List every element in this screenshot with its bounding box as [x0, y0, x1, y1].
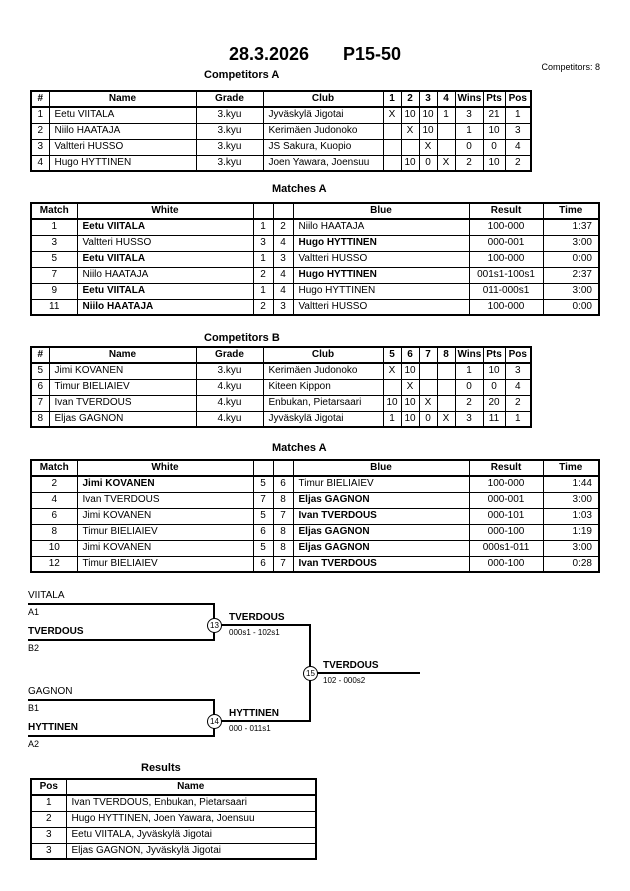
- result-row: [31, 843, 316, 859]
- competitor-club: Kerimäen Judonoko: [263, 123, 383, 139]
- competitor-row: [31, 363, 531, 379]
- competitor-club: Kiteen Kippon: [263, 379, 383, 395]
- competitor-points: 0: [483, 139, 505, 155]
- title-category: P15-50: [343, 44, 402, 64]
- blue-competitor-name: Ivan TVERDOUS: [293, 556, 469, 572]
- competitor-number: 7: [31, 395, 49, 411]
- column-header: Name: [66, 779, 316, 795]
- match-time: 0:28: [543, 556, 599, 572]
- match-time: 0:00: [543, 251, 599, 267]
- result-name: Eetu VIITALA, Jyväskylä Jigotai: [66, 827, 316, 843]
- match-number: 11: [31, 299, 77, 315]
- match-result: 000-001: [469, 235, 543, 251]
- match-row: [31, 476, 599, 492]
- header-row: [31, 203, 599, 219]
- match-mark: 10: [401, 107, 419, 123]
- match-mark: 1: [437, 107, 455, 123]
- competitor-position: 4: [505, 379, 531, 395]
- competitor-name: Timur BIELIAIEV: [49, 379, 196, 395]
- competitor-club: Enbukan, Pietarsaari: [263, 395, 383, 411]
- competitor-position: 1: [505, 411, 531, 427]
- match-time: 1:37: [543, 219, 599, 235]
- bracket-sf1-winner-name: TVERDOUS: [229, 612, 285, 623]
- bracket-sf2-bottom-seed: A2: [28, 739, 40, 749]
- competitor-points: 10: [483, 363, 505, 379]
- blue-competitor-name: Valtteri HUSSO: [293, 251, 469, 267]
- match-time: 1:03: [543, 508, 599, 524]
- column-header: Match: [31, 203, 77, 219]
- match-result: 000-100: [469, 556, 543, 572]
- match-time: 2:37: [543, 267, 599, 283]
- competitors-b-table: [30, 346, 532, 428]
- match-mark: 10: [419, 107, 437, 123]
- bracket-match-14-node: 14: [207, 714, 222, 729]
- competitor-row: [31, 395, 531, 411]
- match-mark: X: [437, 155, 455, 171]
- match-number: 9: [31, 283, 77, 299]
- blue-competitor-number: 7: [273, 508, 293, 524]
- column-header: 3: [419, 91, 437, 107]
- white-competitor-number: 1: [253, 251, 273, 267]
- blue-competitor-number: 3: [273, 251, 293, 267]
- competitor-wins: 2: [455, 155, 483, 171]
- matches-b-heading: Matches A: [272, 442, 327, 454]
- competitor-name: Niilo HAATAJA: [49, 123, 196, 139]
- competitor-club: JS Sakura, Kuopio: [263, 139, 383, 155]
- match-mark: [401, 139, 419, 155]
- blue-competitor-number: 6: [273, 476, 293, 492]
- competitor-number: 5: [31, 363, 49, 379]
- results-table: [30, 778, 317, 860]
- white-competitor-number: 5: [253, 540, 273, 556]
- competitor-grade: 3.kyu: [196, 155, 263, 171]
- match-mark: [437, 139, 455, 155]
- white-competitor-number: 1: [253, 283, 273, 299]
- match-mark: [419, 379, 437, 395]
- match-number: 1: [31, 219, 77, 235]
- white-competitor-name: Niilo HAATAJA: [77, 267, 253, 283]
- blue-competitor-number: 4: [273, 283, 293, 299]
- white-competitor-name: Eetu VIITALA: [77, 283, 253, 299]
- competitor-points: 0: [483, 379, 505, 395]
- blue-competitor-name: Timur BIELIAIEV: [293, 476, 469, 492]
- competitor-club: Jyväskylä Jigotai: [263, 107, 383, 123]
- result-name: Hugo HYTTINEN, Joen Yawara, Joensuu: [66, 811, 316, 827]
- results-table-head: [31, 779, 316, 795]
- header-row: [31, 460, 599, 476]
- competitors-a-heading: Competitors A: [204, 69, 280, 81]
- match-result: 000-001: [469, 492, 543, 508]
- bracket-final-score: 102 - 000s2: [323, 676, 366, 685]
- match-mark: X: [437, 411, 455, 427]
- column-header: Pos: [505, 91, 531, 107]
- competitor-row: [31, 107, 531, 123]
- competitor-row: [31, 155, 531, 171]
- match-mark: 10: [401, 395, 419, 411]
- competitor-name: Eljas GAGNON: [49, 411, 196, 427]
- column-header: 1: [383, 91, 401, 107]
- bracket-sf2-top-name: GAGNON: [28, 686, 73, 697]
- bracket-line: [214, 624, 310, 626]
- column-header: Blue: [293, 203, 469, 219]
- column-header: 6: [401, 347, 419, 363]
- header-row: [31, 91, 531, 107]
- blue-competitor-number: 8: [273, 492, 293, 508]
- competitors-a-table-body: [31, 107, 531, 171]
- bracket-sf1-score: 000s1 - 102s1: [229, 628, 280, 637]
- white-competitor-name: Jimi KOVANEN: [77, 540, 253, 556]
- match-number: 10: [31, 540, 77, 556]
- match-row: [31, 508, 599, 524]
- competitor-wins: 1: [455, 363, 483, 379]
- white-competitor-name: Timur BIELIAIEV: [77, 524, 253, 540]
- competitor-grade: 4.kyu: [196, 379, 263, 395]
- competitor-name: Eetu VIITALA: [49, 107, 196, 123]
- match-mark: X: [383, 107, 401, 123]
- match-mark: X: [383, 363, 401, 379]
- match-time: 3:00: [543, 492, 599, 508]
- bracket-sf1-top-seed: A1: [28, 607, 40, 617]
- match-mark: X: [419, 395, 437, 411]
- blue-competitor-number: 3: [273, 299, 293, 315]
- blue-competitor-number: 8: [273, 524, 293, 540]
- bracket-sf2-bottom-name: HYTTINEN: [28, 722, 78, 733]
- competitor-position: 3: [505, 363, 531, 379]
- column-header: White: [77, 203, 253, 219]
- blue-competitor-name: Eljas GAGNON: [293, 540, 469, 556]
- bracket-sf1-bottom-name: TVERDOUS: [28, 626, 84, 637]
- bracket-line: [214, 720, 310, 722]
- column-header: Name: [49, 347, 196, 363]
- column-header: Grade: [196, 347, 263, 363]
- match-result: 000-100: [469, 524, 543, 540]
- match-mark: 10: [401, 155, 419, 171]
- column-header: 8: [437, 347, 455, 363]
- matches-a-table-body: [31, 219, 599, 315]
- blue-competitor-name: Valtteri HUSSO: [293, 299, 469, 315]
- bracket-line: [28, 735, 215, 737]
- blue-competitor-name: Eljas GAGNON: [293, 524, 469, 540]
- column-header: Pos: [505, 347, 531, 363]
- column-header: Blue: [293, 460, 469, 476]
- matches-a-heading: Matches A: [272, 183, 327, 195]
- matches-b-table: [30, 459, 600, 573]
- bracket-line: [28, 639, 215, 641]
- match-row: [31, 283, 599, 299]
- match-mark: [383, 155, 401, 171]
- competitor-number: 2: [31, 123, 49, 139]
- match-number: 7: [31, 267, 77, 283]
- competitor-row: [31, 123, 531, 139]
- title-date: 28.3.2026: [228, 44, 310, 64]
- white-competitor-number: 5: [253, 476, 273, 492]
- blue-competitor-number: 4: [273, 235, 293, 251]
- column-header: Wins: [455, 347, 483, 363]
- competitor-number: 4: [31, 155, 49, 171]
- column-header: Match: [31, 460, 77, 476]
- competitor-grade: 4.kyu: [196, 411, 263, 427]
- match-mark: 10: [401, 363, 419, 379]
- competitor-number: 8: [31, 411, 49, 427]
- competitor-position: 4: [505, 139, 531, 155]
- competitor-position: 1: [505, 107, 531, 123]
- match-mark: X: [401, 379, 419, 395]
- match-time: 3:00: [543, 235, 599, 251]
- competitor-name: Valtteri HUSSO: [49, 139, 196, 155]
- blue-competitor-number: 4: [273, 267, 293, 283]
- match-row: [31, 267, 599, 283]
- match-time: 1:19: [543, 524, 599, 540]
- match-row: [31, 235, 599, 251]
- match-mark: 0: [419, 155, 437, 171]
- match-number: 12: [31, 556, 77, 572]
- white-competitor-number: 5: [253, 508, 273, 524]
- column-header: 5: [383, 347, 401, 363]
- competitor-grade: 3.kyu: [196, 107, 263, 123]
- match-result: 000s1-011: [469, 540, 543, 556]
- match-mark: 10: [419, 123, 437, 139]
- competitor-position: 2: [505, 155, 531, 171]
- result-position: 3: [31, 827, 66, 843]
- column-header: Time: [543, 460, 599, 476]
- match-result: 000-101: [469, 508, 543, 524]
- bracket-sf2-score: 000 - 011s1: [229, 724, 271, 733]
- result-row: [31, 827, 316, 843]
- competitor-number: 6: [31, 379, 49, 395]
- result-row: [31, 811, 316, 827]
- match-time: 3:00: [543, 283, 599, 299]
- column-header: #: [31, 91, 49, 107]
- blue-competitor-name: Ivan TVERDOUS: [293, 508, 469, 524]
- competitor-position: 2: [505, 395, 531, 411]
- matches-b-table-head: [31, 460, 599, 476]
- blue-competitor-name: Hugo HYTTINEN: [293, 235, 469, 251]
- match-mark: [437, 395, 455, 411]
- match-number: 3: [31, 235, 77, 251]
- blue-competitor-name: Hugo HYTTINEN: [293, 283, 469, 299]
- blue-competitor-number: 7: [273, 556, 293, 572]
- competitor-row: [31, 139, 531, 155]
- white-competitor-number: 1: [253, 219, 273, 235]
- white-competitor-name: Timur BIELIAIEV: [77, 556, 253, 572]
- blue-competitor-name: Eljas GAGNON: [293, 492, 469, 508]
- match-row: [31, 556, 599, 572]
- column-header: Pts: [483, 347, 505, 363]
- match-mark: [383, 379, 401, 395]
- competitor-row: [31, 379, 531, 395]
- match-number: 5: [31, 251, 77, 267]
- bracket-sf1-bottom-seed: B2: [28, 643, 40, 653]
- competitor-points: 20: [483, 395, 505, 411]
- match-number: 2: [31, 476, 77, 492]
- white-competitor-name: Valtteri HUSSO: [77, 235, 253, 251]
- results-heading: Results: [141, 762, 181, 774]
- competitor-wins: 3: [455, 107, 483, 123]
- result-position: 3: [31, 843, 66, 859]
- header-row: [31, 347, 531, 363]
- result-name: Ivan TVERDOUS, Enbukan, Pietarsaari: [66, 795, 316, 811]
- competitor-points: 21: [483, 107, 505, 123]
- column-header: Time: [543, 203, 599, 219]
- result-position: 1: [31, 795, 66, 811]
- matches-a-table: [30, 202, 600, 316]
- competitor-number: 3: [31, 139, 49, 155]
- blue-competitor-number: 2: [273, 219, 293, 235]
- match-result: 011-000s1: [469, 283, 543, 299]
- competitor-wins: 0: [455, 139, 483, 155]
- competitor-club: Jyväskylä Jigotai: [263, 411, 383, 427]
- competitor-club: Joen Yawara, Joensuu: [263, 155, 383, 171]
- column-header: Wins: [455, 91, 483, 107]
- competitor-points: 10: [483, 123, 505, 139]
- white-competitor-number: 6: [253, 556, 273, 572]
- competitor-name: Ivan TVERDOUS: [49, 395, 196, 411]
- matches-b-table-body: [31, 476, 599, 572]
- column-header: Name: [49, 91, 196, 107]
- competitor-name: Jimi KOVANEN: [49, 363, 196, 379]
- column-header: Result: [469, 460, 543, 476]
- match-time: 1:44: [543, 476, 599, 492]
- result-position: 2: [31, 811, 66, 827]
- match-mark: [437, 363, 455, 379]
- match-mark: 10: [401, 411, 419, 427]
- white-competitor-name: Ivan TVERDOUS: [77, 492, 253, 508]
- match-row: [31, 524, 599, 540]
- white-competitor-number: 6: [253, 524, 273, 540]
- competitor-number: 1: [31, 107, 49, 123]
- column-header: 4: [437, 91, 455, 107]
- match-result: 001s1-100s1: [469, 267, 543, 283]
- bracket-match-15-node: 15: [303, 666, 318, 681]
- match-number: 4: [31, 492, 77, 508]
- column-header: [253, 460, 273, 476]
- match-row: [31, 492, 599, 508]
- column-header: 2: [401, 91, 419, 107]
- white-competitor-number: 2: [253, 267, 273, 283]
- column-header: Pos: [31, 779, 66, 795]
- results-table-body: [31, 795, 316, 859]
- competitors-a-table: [30, 90, 532, 172]
- match-time: 3:00: [543, 540, 599, 556]
- competitor-grade: 4.kyu: [196, 395, 263, 411]
- column-header: Club: [263, 91, 383, 107]
- page-title: [0, 44, 630, 65]
- competitor-points: 11: [483, 411, 505, 427]
- competitor-wins: 3: [455, 411, 483, 427]
- column-header: White: [77, 460, 253, 476]
- match-mark: X: [401, 123, 419, 139]
- white-competitor-name: Jimi KOVANEN: [77, 508, 253, 524]
- bracket-line: [28, 699, 215, 701]
- column-header: Grade: [196, 91, 263, 107]
- column-header: Result: [469, 203, 543, 219]
- bracket-match-13-node: 13: [207, 618, 222, 633]
- blue-competitor-name: Hugo HYTTINEN: [293, 267, 469, 283]
- match-mark: 10: [383, 395, 401, 411]
- blue-competitor-name: Niilo HAATAJA: [293, 219, 469, 235]
- match-mark: [437, 379, 455, 395]
- match-result: 100-000: [469, 299, 543, 315]
- match-mark: 1: [383, 411, 401, 427]
- column-header: #: [31, 347, 49, 363]
- match-number: 6: [31, 508, 77, 524]
- match-mark: [437, 123, 455, 139]
- match-number: 8: [31, 524, 77, 540]
- match-mark: [419, 363, 437, 379]
- competitors-count-label: Competitors: 8: [541, 62, 600, 72]
- competitor-row: [31, 411, 531, 427]
- white-competitor-name: Eetu VIITALA: [77, 219, 253, 235]
- competitors-b-table-body: [31, 363, 531, 427]
- competitor-club: Kerimäen Judonoko: [263, 363, 383, 379]
- white-competitor-number: 3: [253, 235, 273, 251]
- match-time: 0:00: [543, 299, 599, 315]
- column-header: [273, 460, 293, 476]
- white-competitor-name: Eetu VIITALA: [77, 251, 253, 267]
- bracket-line: [28, 603, 215, 605]
- white-competitor-name: Jimi KOVANEN: [77, 476, 253, 492]
- column-header: [273, 203, 293, 219]
- competitor-wins: 1: [455, 123, 483, 139]
- match-row: [31, 251, 599, 267]
- competitor-position: 3: [505, 123, 531, 139]
- match-row: [31, 219, 599, 235]
- white-competitor-name: Niilo HAATAJA: [77, 299, 253, 315]
- bracket-sf1-top-name: VIITALA: [28, 590, 65, 601]
- match-mark: 0: [419, 411, 437, 427]
- competitor-grade: 3.kyu: [196, 139, 263, 155]
- white-competitor-number: 2: [253, 299, 273, 315]
- result-name: Eljas GAGNON, Jyväskylä Jigotai: [66, 843, 316, 859]
- competitors-a-table-head: [31, 91, 531, 107]
- competitors-b-table-head: [31, 347, 531, 363]
- competitor-wins: 2: [455, 395, 483, 411]
- bracket-sf2-winner-name: HYTTINEN: [229, 708, 279, 719]
- match-row: [31, 299, 599, 315]
- result-row: [31, 795, 316, 811]
- match-result: 100-000: [469, 219, 543, 235]
- bracket-line: [310, 672, 420, 674]
- match-row: [31, 540, 599, 556]
- competitor-grade: 3.kyu: [196, 123, 263, 139]
- column-header: [253, 203, 273, 219]
- competitor-points: 10: [483, 155, 505, 171]
- competitor-grade: 3.kyu: [196, 363, 263, 379]
- bracket-final-winner-name: TVERDOUS: [323, 660, 379, 671]
- match-mark: [383, 139, 401, 155]
- column-header: 7: [419, 347, 437, 363]
- white-competitor-number: 7: [253, 492, 273, 508]
- match-mark: X: [419, 139, 437, 155]
- bracket-sf2-top-seed: B1: [28, 703, 40, 713]
- match-result: 100-000: [469, 476, 543, 492]
- blue-competitor-number: 8: [273, 540, 293, 556]
- column-header: Club: [263, 347, 383, 363]
- header-row: [31, 779, 316, 795]
- competitor-name: Hugo HYTTINEN: [49, 155, 196, 171]
- match-result: 100-000: [469, 251, 543, 267]
- competitors-b-heading: Competitors B: [204, 332, 280, 344]
- competitor-wins: 0: [455, 379, 483, 395]
- match-mark: [383, 123, 401, 139]
- matches-a-table-head: [31, 203, 599, 219]
- column-header: Pts: [483, 91, 505, 107]
